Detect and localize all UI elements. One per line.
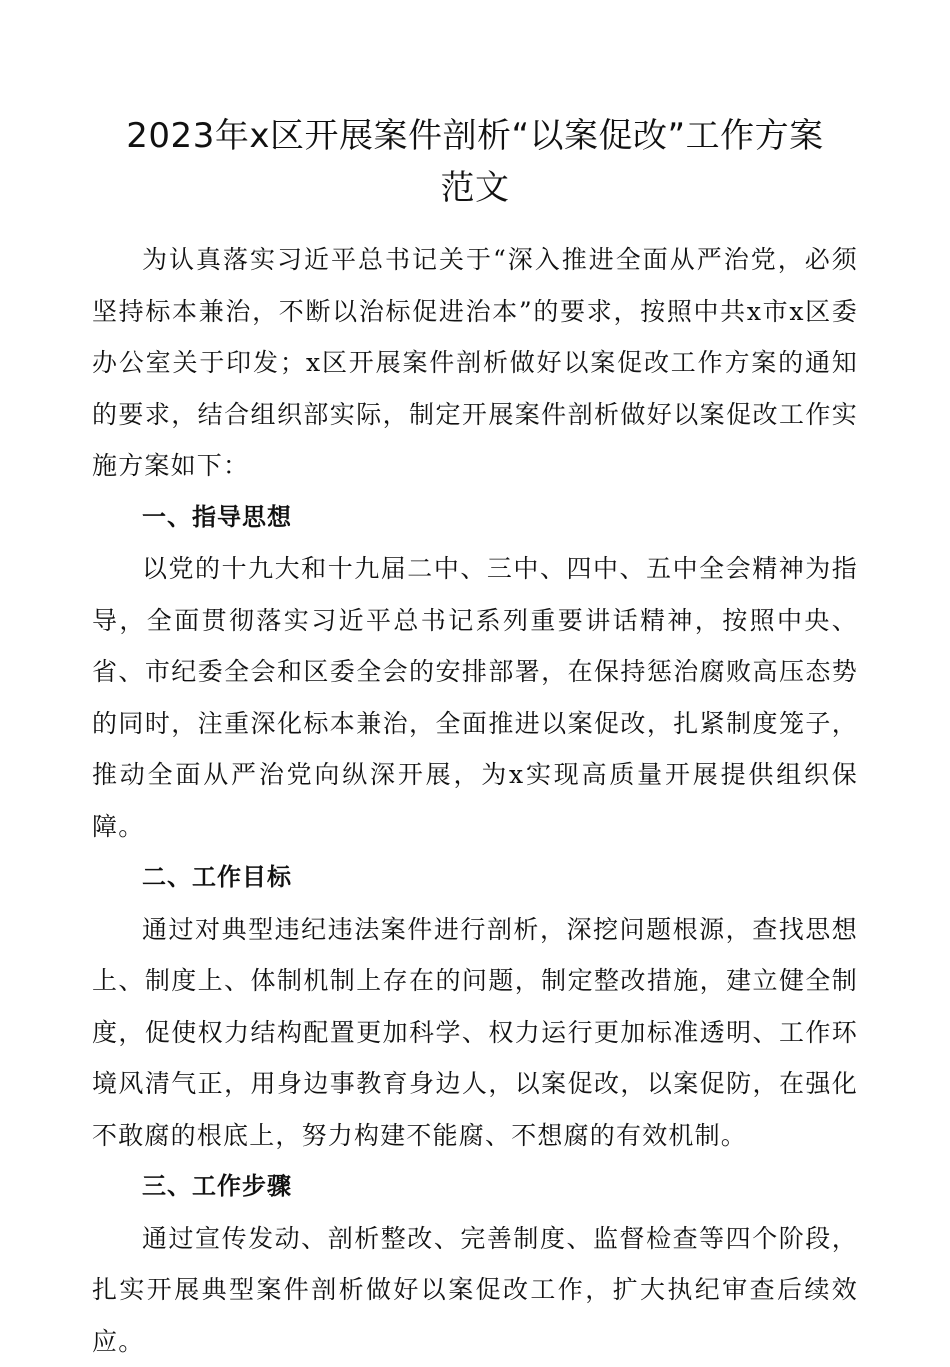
section-paragraph-guiding-ideology: 以党的十九大和十九届二中、三中、四中、五中全会精神为指导，全面贯彻落实习近平总书记系列重要讲话精神，按照中央、省、市纪委全会和区委全会的安排部署，在保持惩治腐败高压态势的同时，注重深化标本兼治，全面推进以案促改，扎紧制度笼子，推动全面从严治党向纵深开展，为x实现高质量开展提供组织保障。	[92, 543, 858, 852]
section-heading-work-goals: 二、工作目标	[92, 852, 858, 904]
title-line-1: 2023年x区开展案件剖析“以案促改”工作方案	[92, 110, 858, 162]
document-body	[92, 234, 858, 1367]
document-title	[92, 110, 858, 214]
intro-paragraph: 为认真落实习近平总书记关于“深入推进全面从严治党，必须坚持标本兼治，不断以治标促进治本”的要求，按照中共x市x区委办公室关于印发；x区开展案件剖析做好以案促改工作方案的通知的要求，结合组织部实际，制定开展案件剖析做好以案促改工作实施方案如下：	[92, 234, 858, 492]
section-heading-guiding-ideology: 一、指导思想	[92, 492, 858, 544]
section-paragraph-work-steps: 通过宣传发动、剖析整改、完善制度、监督检查等四个阶段，扎实开展典型案件剖析做好以案促改工作，扩大执纪审查后续效应。	[92, 1213, 858, 1367]
title-line-2: 范文	[92, 162, 858, 214]
section-heading-work-steps: 三、工作步骤	[92, 1161, 858, 1213]
section-paragraph-work-goals: 通过对典型违纪违法案件进行剖析，深挖问题根源，查找思想上、制度上、体制机制上存在的问题，制定整改措施，建立健全制度，促使权力结构配置更加科学、权力运行更加标准透明、工作环境风清气正，用身边事教育身边人，以案促改，以案促防，在强化不敢腐的根底上，努力构建不能腐、不想腐的有效机制。	[92, 904, 858, 1162]
